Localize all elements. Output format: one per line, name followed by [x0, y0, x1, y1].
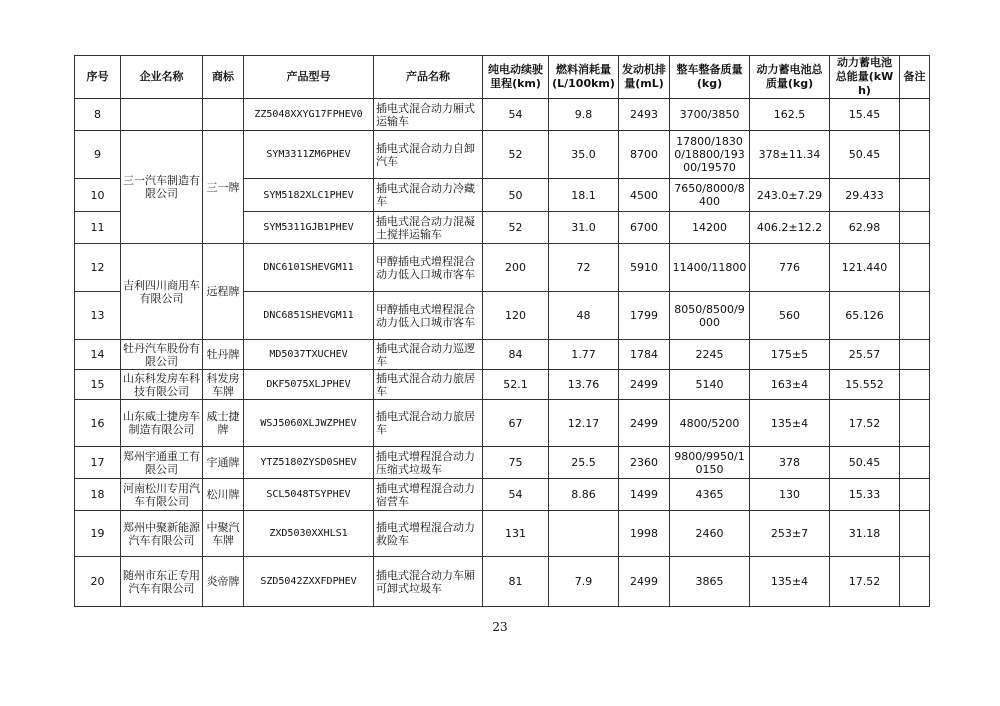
cell-product: 插电式增程混合动力救险车: [374, 511, 483, 557]
cell-fuel: 8.86: [549, 479, 619, 511]
table-row: [75, 479, 930, 511]
cell-seq: 19: [75, 511, 121, 557]
cell-engine: 6700: [619, 212, 670, 244]
cell-model: DNC6101SHEVGM11: [244, 244, 374, 292]
cell-engine: 2499: [619, 400, 670, 447]
cell-brand: 科发房车牌: [203, 370, 244, 400]
cell-seq: 20: [75, 557, 121, 607]
cell-range: 120: [483, 292, 549, 340]
cell-fuel: [549, 511, 619, 557]
cell-model: SYM3311ZM6PHEV: [244, 131, 374, 179]
cell-seq: 10: [75, 179, 121, 212]
cell-remark: [900, 370, 930, 400]
cell-seq: 8: [75, 99, 121, 131]
page-number: 23: [492, 620, 508, 634]
table-row: [75, 400, 930, 447]
cell-mass: 14200: [670, 212, 750, 244]
cell-company: 郑州宇通重工有限公司: [121, 447, 203, 479]
cell-company: 吉利四川商用车有限公司: [121, 244, 203, 340]
cell-engine: 5910: [619, 244, 670, 292]
cell-seq: 16: [75, 400, 121, 447]
cell-remark: [900, 400, 930, 447]
cell-battery-energy: 31.18: [830, 511, 900, 557]
cell-company: 郑州中聚新能源汽车有限公司: [121, 511, 203, 557]
cell-model: MD5037TXUCHEV: [244, 340, 374, 370]
vehicle-catalog-table: [74, 55, 930, 607]
cell-model: WSJ5060XLJWZPHEV: [244, 400, 374, 447]
cell-battery-energy: 29.433: [830, 179, 900, 212]
cell-mass: 5140: [670, 370, 750, 400]
cell-engine: 4500: [619, 179, 670, 212]
cell-product: 插电式增程混合动力压缩式垃圾车: [374, 447, 483, 479]
cell-remark: [900, 479, 930, 511]
cell-company: 河南松川专用汽车有限公司: [121, 479, 203, 511]
cell-mass: 11400/11800: [670, 244, 750, 292]
cell-range: 200: [483, 244, 549, 292]
cell-model: SZD5042ZXXFDPHEV: [244, 557, 374, 607]
table-row: [75, 99, 930, 131]
header-company: 企业名称: [121, 56, 203, 99]
cell-product: 插电式混合动力旅居车: [374, 400, 483, 447]
cell-battery-energy: 15.45: [830, 99, 900, 131]
cell-range: 54: [483, 479, 549, 511]
cell-engine: 2360: [619, 447, 670, 479]
cell-model: SYM5311GJB1PHEV: [244, 212, 374, 244]
cell-range: 52: [483, 131, 549, 179]
cell-seq: 13: [75, 292, 121, 340]
cell-mass: 9800/9950/10150: [670, 447, 750, 479]
cell-battery-mass: 163±4: [750, 370, 830, 400]
cell-mass: 3700/3850: [670, 99, 750, 131]
cell-company: [121, 99, 203, 131]
cell-fuel: 7.9: [549, 557, 619, 607]
cell-fuel: 12.17: [549, 400, 619, 447]
cell-battery-mass: 243.0±7.29: [750, 179, 830, 212]
cell-model: SYM5182XLC1PHEV: [244, 179, 374, 212]
cell-brand: [203, 99, 244, 131]
cell-mass: 2245: [670, 340, 750, 370]
cell-fuel: 25.5: [549, 447, 619, 479]
cell-product: 插电式混合动力巡逻车: [374, 340, 483, 370]
table-row: [75, 511, 930, 557]
cell-product: 插电式混合动力冷藏车: [374, 179, 483, 212]
cell-engine: 1799: [619, 292, 670, 340]
cell-remark: [900, 447, 930, 479]
cell-mass: 7650/8000/8400: [670, 179, 750, 212]
cell-battery-mass: 406.2±12.2: [750, 212, 830, 244]
cell-range: 75: [483, 447, 549, 479]
header-mass: 整车整备质量(kg): [670, 56, 750, 99]
cell-product: 插电式混合动力混凝土搅拌运输车: [374, 212, 483, 244]
cell-fuel: 9.8: [549, 99, 619, 131]
cell-battery-energy: 50.45: [830, 447, 900, 479]
cell-brand: 牡丹牌: [203, 340, 244, 370]
cell-model: ZZ5048XXYG17FPHEV0: [244, 99, 374, 131]
cell-battery-energy: 15.33: [830, 479, 900, 511]
header-brand: 商标: [203, 56, 244, 99]
cell-mass: 17800/18300/18800/19300/19570: [670, 131, 750, 179]
cell-battery-mass: 135±4: [750, 557, 830, 607]
header-battery-energy: 动力蓄电池总能量(kWh): [830, 56, 900, 99]
header-product: 产品名称: [374, 56, 483, 99]
cell-battery-energy: 17.52: [830, 400, 900, 447]
header-row: [75, 56, 930, 99]
cell-fuel: 1.77: [549, 340, 619, 370]
cell-remark: [900, 511, 930, 557]
cell-brand: 炎帝牌: [203, 557, 244, 607]
cell-seq: 14: [75, 340, 121, 370]
cell-engine: 2499: [619, 370, 670, 400]
cell-product: 插电式混合动力自卸汽车: [374, 131, 483, 179]
table-row: [75, 131, 930, 179]
cell-mass: 4800/5200: [670, 400, 750, 447]
header-range: 纯电动续驶里程(km): [483, 56, 549, 99]
cell-model: SCL5048TSYPHEV: [244, 479, 374, 511]
cell-range: 54: [483, 99, 549, 131]
cell-product: 插电式增程混合动力宿营车: [374, 479, 483, 511]
cell-engine: 1499: [619, 479, 670, 511]
cell-range: 67: [483, 400, 549, 447]
cell-battery-mass: 378: [750, 447, 830, 479]
cell-engine: 1998: [619, 511, 670, 557]
cell-company: 山东科发房车科技有限公司: [121, 370, 203, 400]
cell-brand: 威士捷牌: [203, 400, 244, 447]
cell-battery-mass: 130: [750, 479, 830, 511]
cell-remark: [900, 131, 930, 179]
cell-battery-energy: 50.45: [830, 131, 900, 179]
cell-seq: 12: [75, 244, 121, 292]
cell-battery-energy: 121.440: [830, 244, 900, 292]
cell-engine: 2499: [619, 557, 670, 607]
header-model: 产品型号: [244, 56, 374, 99]
cell-brand: 松川牌: [203, 479, 244, 511]
cell-mass: 2460: [670, 511, 750, 557]
cell-remark: [900, 244, 930, 292]
cell-company: 牡丹汽车股份有限公司: [121, 340, 203, 370]
table-row: [75, 340, 930, 370]
cell-product: 甲醇插电式增程混合动力低入口城市客车: [374, 244, 483, 292]
cell-battery-mass: 776: [750, 244, 830, 292]
cell-model: DNC6851SHEVGM11: [244, 292, 374, 340]
cell-battery-energy: 15.552: [830, 370, 900, 400]
header-seq: 序号: [75, 56, 121, 99]
cell-seq: 9: [75, 131, 121, 179]
cell-battery-energy: 17.52: [830, 557, 900, 607]
cell-brand: 远程牌: [203, 244, 244, 340]
cell-engine: 2493: [619, 99, 670, 131]
table-row: [75, 447, 930, 479]
cell-battery-mass: 378±11.34: [750, 131, 830, 179]
cell-engine: 8700: [619, 131, 670, 179]
cell-battery-energy: 25.57: [830, 340, 900, 370]
cell-fuel: 13.76: [549, 370, 619, 400]
cell-model: ZXD5030XXHLS1: [244, 511, 374, 557]
cell-model: DKF5075XLJPHEV: [244, 370, 374, 400]
cell-product: 插电式混合动力车厢可卸式垃圾车: [374, 557, 483, 607]
cell-model: YTZ5180ZYSD0SHEV: [244, 447, 374, 479]
header-engine: 发动机排量(mL): [619, 56, 670, 99]
cell-range: 81: [483, 557, 549, 607]
cell-battery-mass: 253±7: [750, 511, 830, 557]
cell-range: 52: [483, 212, 549, 244]
cell-fuel: 48: [549, 292, 619, 340]
cell-company: 山东威士捷房车制造有限公司: [121, 400, 203, 447]
cell-remark: [900, 179, 930, 212]
cell-product: 插电式混合动力厢式运输车: [374, 99, 483, 131]
cell-remark: [900, 212, 930, 244]
cell-remark: [900, 292, 930, 340]
cell-seq: 11: [75, 212, 121, 244]
cell-seq: 17: [75, 447, 121, 479]
cell-range: 131: [483, 511, 549, 557]
cell-company: 随州市东正专用汽车有限公司: [121, 557, 203, 607]
cell-range: 52.1: [483, 370, 549, 400]
cell-mass: 8050/8500/9000: [670, 292, 750, 340]
cell-fuel: 35.0: [549, 131, 619, 179]
cell-battery-energy: 65.126: [830, 292, 900, 340]
cell-seq: 15: [75, 370, 121, 400]
cell-engine: 1784: [619, 340, 670, 370]
table-row: [75, 244, 930, 292]
cell-battery-mass: 135±4: [750, 400, 830, 447]
cell-product: 插电式混合动力旅居车: [374, 370, 483, 400]
cell-remark: [900, 340, 930, 370]
cell-fuel: 18.1: [549, 179, 619, 212]
cell-battery-mass: 560: [750, 292, 830, 340]
cell-seq: 18: [75, 479, 121, 511]
header-remark: 备注: [900, 56, 930, 99]
cell-company: 三一汽车制造有限公司: [121, 131, 203, 244]
cell-fuel: 31.0: [549, 212, 619, 244]
cell-remark: [900, 99, 930, 131]
cell-battery-energy: 62.98: [830, 212, 900, 244]
cell-brand: 宇通牌: [203, 447, 244, 479]
cell-range: 50: [483, 179, 549, 212]
cell-battery-mass: 162.5: [750, 99, 830, 131]
cell-brand: 中聚汽车牌: [203, 511, 244, 557]
cell-brand: 三一牌: [203, 131, 244, 244]
header-battery-mass: 动力蓄电池总质量(kg): [750, 56, 830, 99]
table-row: [75, 557, 930, 607]
cell-range: 84: [483, 340, 549, 370]
header-fuel: 燃料消耗量(L/100km): [549, 56, 619, 99]
cell-remark: [900, 557, 930, 607]
table-row: [75, 370, 930, 400]
cell-fuel: 72: [549, 244, 619, 292]
cell-battery-mass: 175±5: [750, 340, 830, 370]
cell-mass: 3865: [670, 557, 750, 607]
cell-mass: 4365: [670, 479, 750, 511]
cell-product: 甲醇插电式增程混合动力低入口城市客车: [374, 292, 483, 340]
